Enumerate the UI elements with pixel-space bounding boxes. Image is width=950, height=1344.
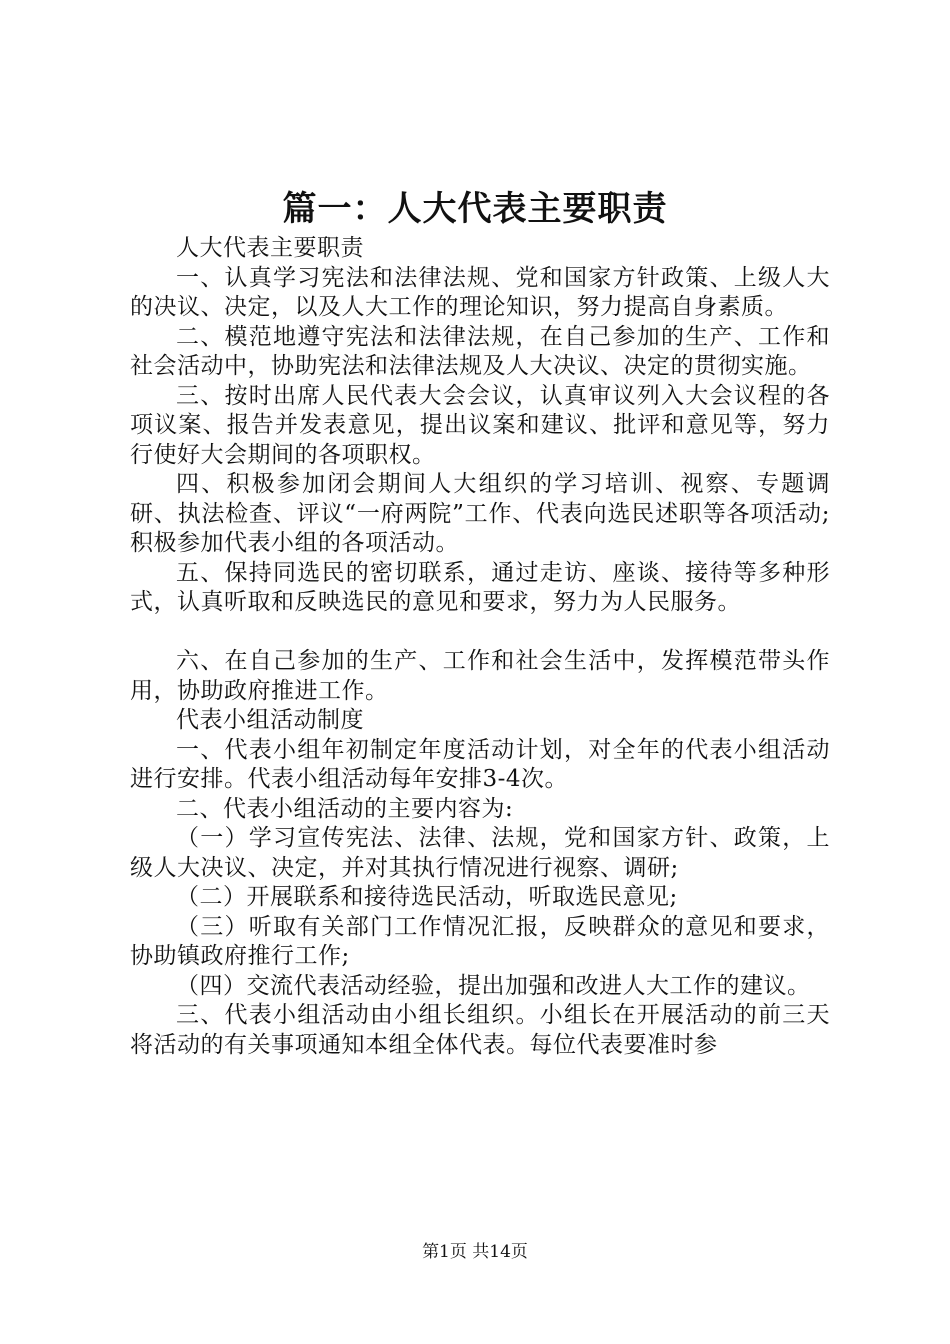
paragraph: 一、认真学习宪法和法律法规、党和国家方针政策、上级人大的决议、决定，以及人大工作的理论知识，努力提高自身素质。 (130, 264, 830, 320)
section-heading: 代表小组活动制度 (176, 707, 364, 733)
paragraph: 二、代表小组活动的主要内容为: (176, 795, 514, 822)
paragraph: 三、代表小组活动由小组长组织。小组长在开展活动的前三天将活动的有关事项通知本组全体代表。每位代表要准时参 (130, 1002, 830, 1058)
paragraph: 四、积极参加闭会期间人大组织的学习培训、视察、专题调研、执法检查、评议“一府两院”工作、代表向选民述职等各项活动;积极参加代表小组的各项活动。 (130, 471, 830, 556)
paragraph: （二）开展联系和接待选民活动，听取选民意见; (176, 884, 678, 910)
document-body (130, 234, 830, 1060)
paragraph: （四）交流代表活动经验，提出加强和改进人大工作的建议。 (176, 972, 811, 999)
paragraph: 二、模范地遵守宪法和法律法规，在自己参加的生产、工作和社会活动中，协助宪法和法律法规及人大决议、决定的贯彻实施。 (130, 323, 830, 379)
document-title: 篇一：人大代表主要职责 (282, 189, 668, 229)
paragraph: 六、在自己参加的生产、工作和社会生活中，发挥模范带头作用，协助政府推进工作。 (130, 648, 830, 704)
paragraph: 一、代表小组年初制定年度活动计划，对全年的代表小组活动进行安排。代表小组活动每年安排3-4次。 (130, 736, 830, 792)
paragraph: 人大代表主要职责 (176, 235, 364, 261)
paragraph: （三）听取有关部门工作情况汇报，反映群众的意见和要求，协助镇政府推行工作; (130, 913, 830, 969)
paragraph: （一）学习宣传宪法、法律、法规，党和国家方针、政策，上级人大决议、决定，并对其执行情况进行视察、调研; (130, 825, 830, 881)
paragraph: 三、按时出席人民代表大会会议，认真审议列入大会议程的各项议案、报告并发表意见，提出议案和建议、批评和意见等，努力行使好大会期间的各项职权。 (130, 382, 830, 468)
page-footer: 第1页 共14页 (422, 1242, 528, 1262)
paragraph: 五、保持同选民的密切联系，通过走访、座谈、接待等多种形式，认真听取和反映选民的意见和要求，努力为人民服务。 (130, 559, 830, 615)
